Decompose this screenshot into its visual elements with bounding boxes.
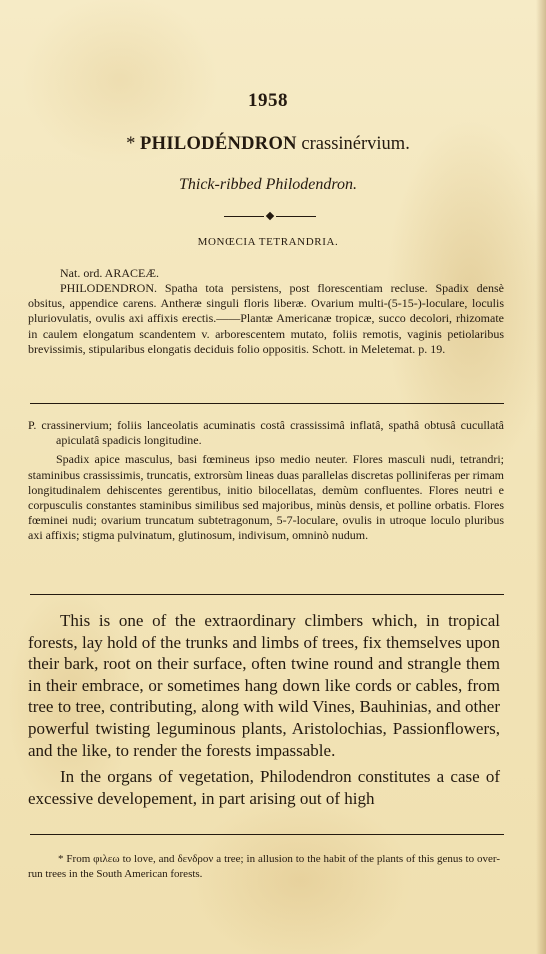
main-text — [28, 610, 500, 814]
footnote-text: * From φιλεω to love, and δενδρον a tree; in allusion to the habit of the plants of this genus to over-run trees in the South American forests. — [28, 853, 500, 880]
species-diagnosis: P. crassinervium; foliis lanceolatis acuminatis costâ crassissimâ inflatâ, spathâ obtusâ cucullatâ apiculatâ spadicis longitudine. — [28, 418, 504, 448]
ornamental-divider — [224, 215, 316, 218]
section-rule — [30, 403, 504, 404]
title-mark: * — [126, 134, 141, 154]
footnote-rule — [30, 834, 504, 835]
page-title — [0, 134, 536, 155]
footnote — [28, 852, 500, 882]
plate-number: 1958 — [248, 90, 288, 111]
genus-description-text: PHILODENDRON. Spatha tota persistens, post florescentiam recluse. Spadix densè obsitus, appendice carens. Antheræ singuli floris liberæ. Ovarium multi-(5-15-)-loculare, loculis pluriovulatis, ovulis axi affixis erectis.——Plantæ Americanæ tropicæ, succo decolori, rhizomate in caulem elongatum scandentem v. arborescentem mutato, foliis remotis, vaginis petiolaribus brevissimis, stipularibus elongatis deciduis folio oppositis. Schott. in Meletemat. p. 19. — [28, 281, 504, 356]
linnaean-classification: MONŒCIA TETRANDRIA. — [197, 236, 339, 248]
genus-description — [28, 281, 504, 357]
section-rule-2 — [30, 594, 504, 595]
common-name: Thick-ribbed Philodendron. — [178, 176, 358, 193]
species-description: Spadix apice masculus, basi fœmineus ipso medio neuter. Flores masculi nudi, tetrandri; staminibus crassissimis, truncatis, extrorsùm lineas duas parallelas discretas polliniferas per rimam longitudinalem dehiscentes gerentibus, initio bilocellatas, demùm confluentes. Flores neutri e corpusculis constantes staminibus similibus sed majoribus, minùs densis, et polline orbatis. Flores fœminei nudi; ovarium truncatum subtetragonum, 5-7-loculare, ovulis in utroque loculo pluribus axi affixis; stigma pulvinatum, glutinosum, indivisum, omninò nudum. — [28, 452, 504, 543]
title-genus: PHILODÉNDRON — [140, 134, 297, 154]
page-edge — [536, 0, 546, 954]
title-species: crassinérvium. — [296, 134, 410, 154]
paragraph-2: In the organs of vegetation, Philodendron constitutes a case of excessive developement, in part arising out of high — [28, 767, 500, 808]
species-block — [28, 418, 504, 544]
paragraph-1: This is one of the extraordinary climbers which, in tropical forests, lay hold of the trunks and limbs of trees, fix themselves upon their bark, root on their surface, often twine round and strangle them in their embrace, or sometimes hang down like cords or cables, from tree to tree, contributing, along with wild Vines, Bauhinias, and other powerful twisting leguminous plants, Aristolochias, Passionflowers, and the like, to render the forests impassable. — [28, 611, 500, 760]
natural-order: Nat. ord. ARACEÆ. — [60, 266, 159, 280]
